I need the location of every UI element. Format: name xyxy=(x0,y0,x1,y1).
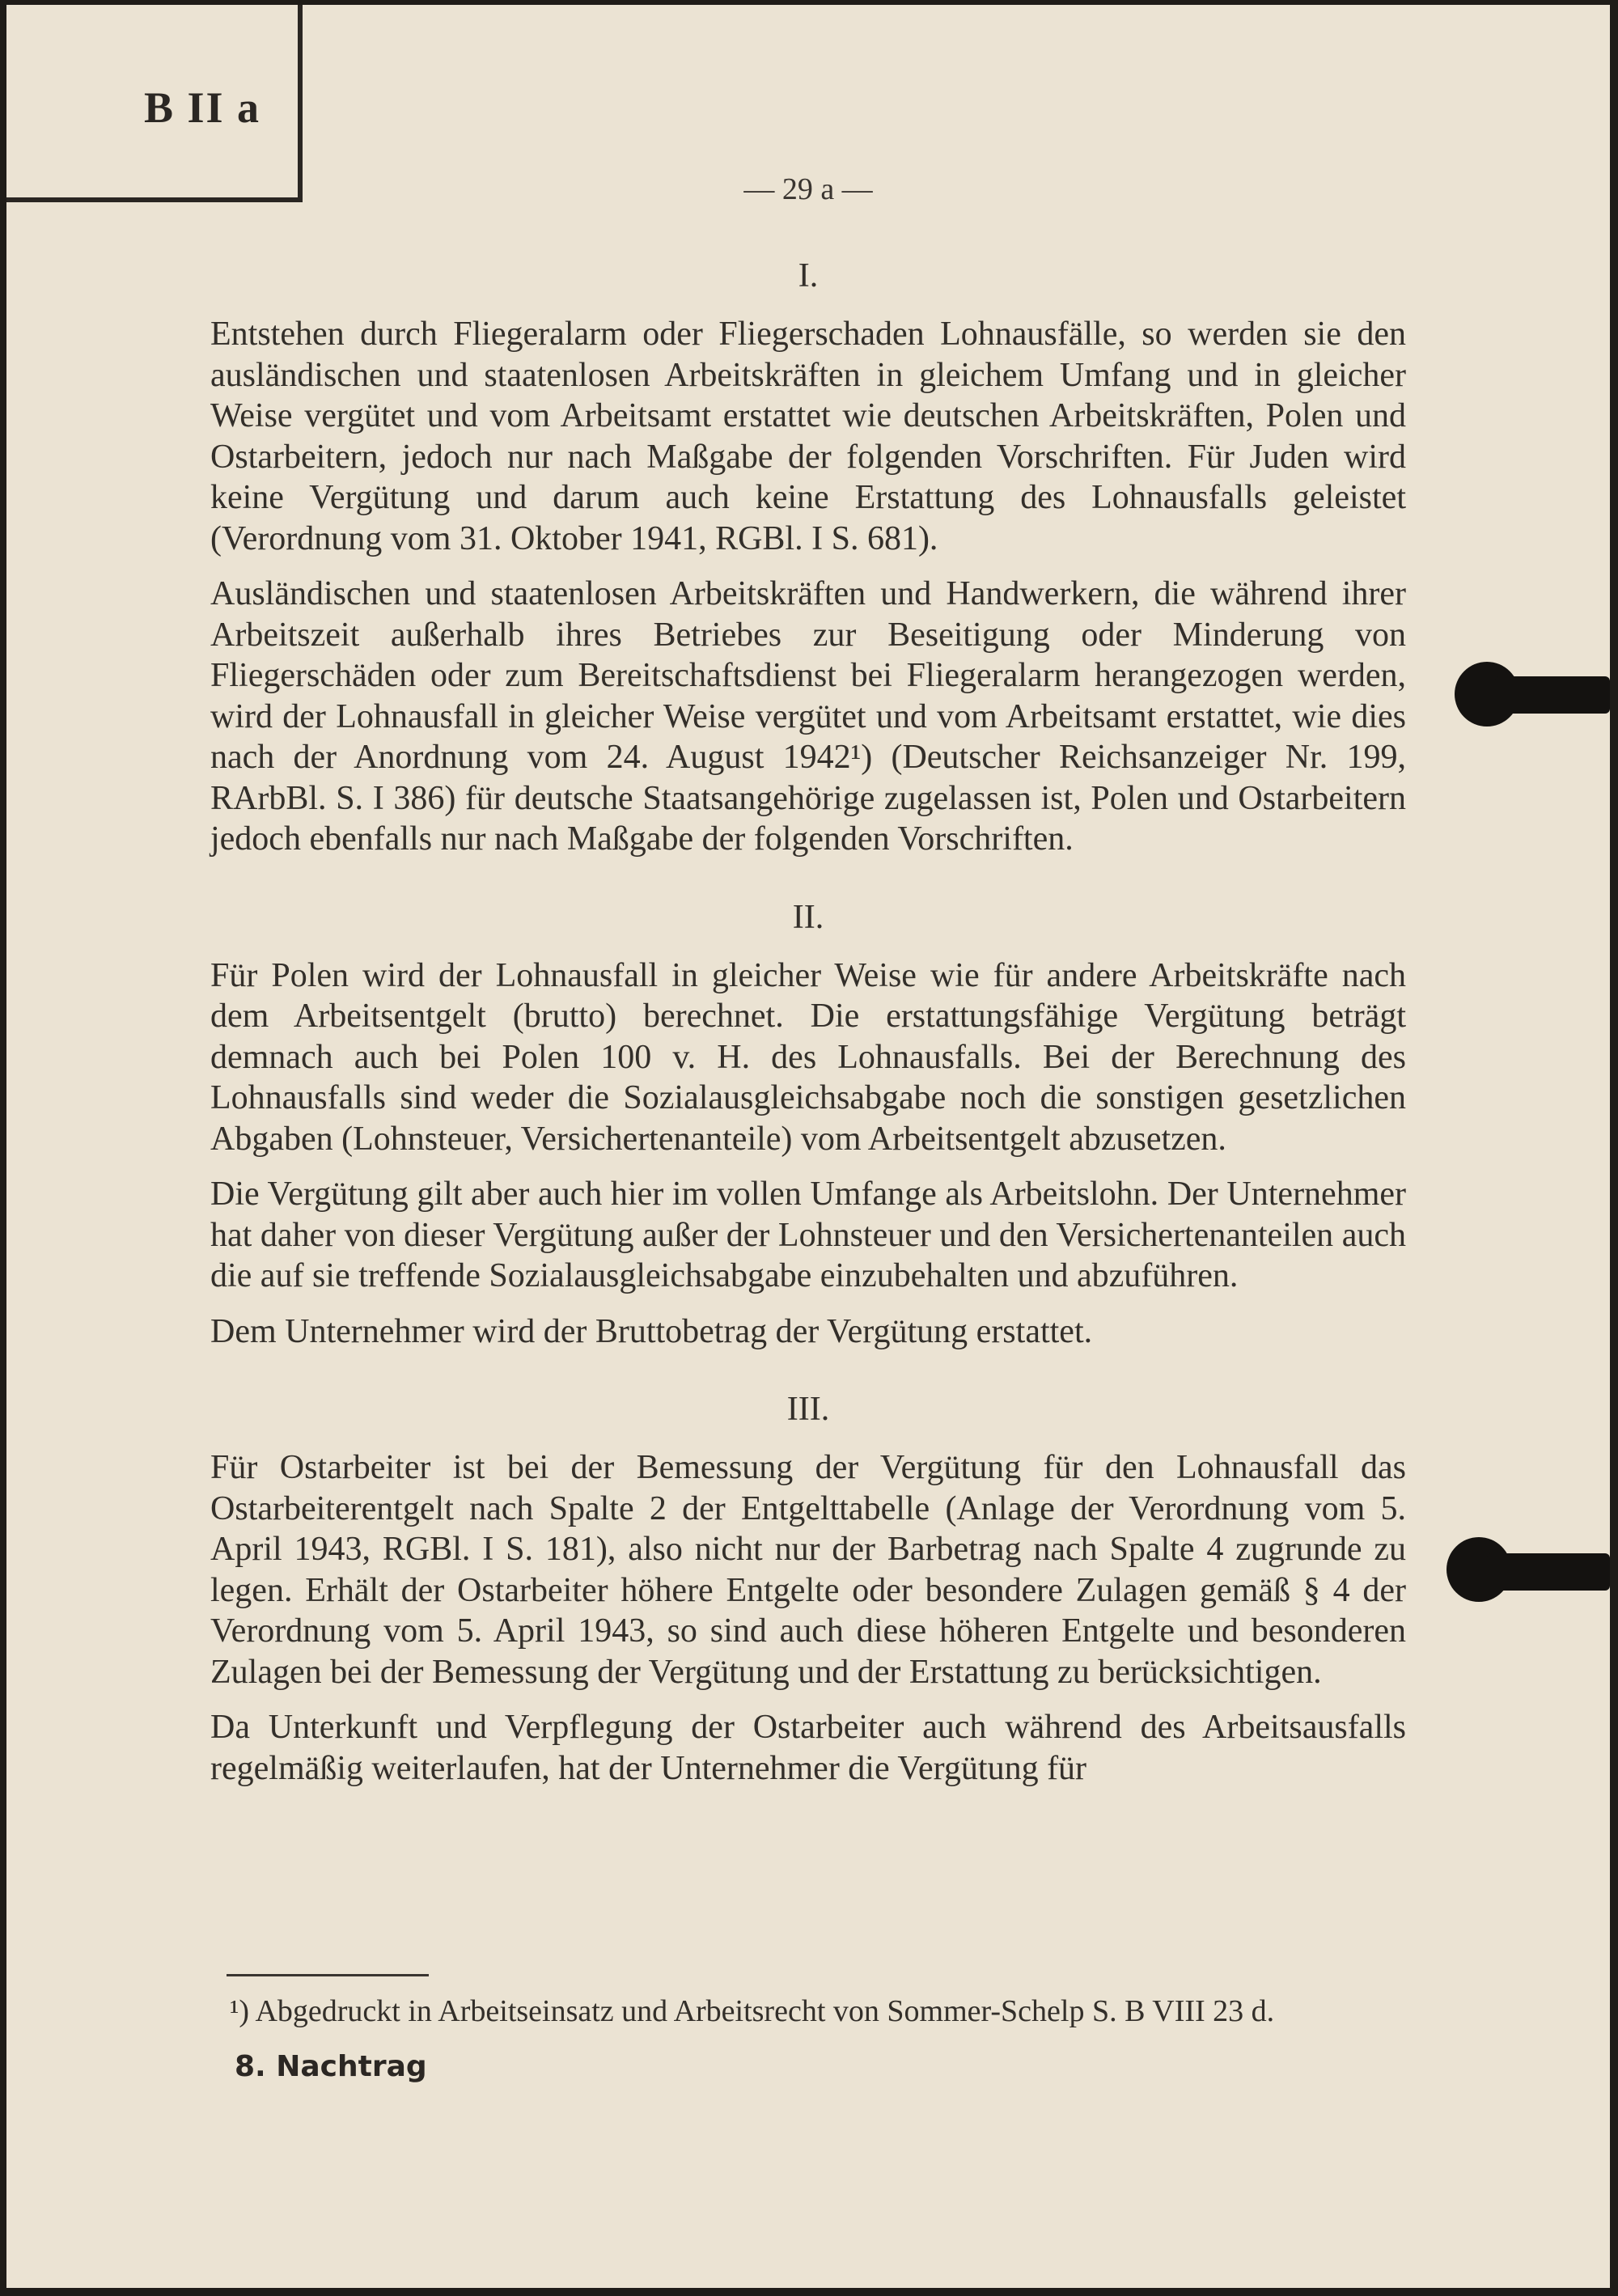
punch-hole-bottom-tear xyxy=(1487,1553,1610,1591)
document-body xyxy=(210,248,1406,1803)
paragraph: Dem Unternehmer wird der Bruttobetrag der Vergütung erstattet. xyxy=(210,1312,1093,1350)
paragraph: Ausländischen und staatenlosen Arbeitskräften und Handwerkern, die während ihrer Arbeitszeit außerhalb ihres Betriebes zur Beseitigung oder Minderung von Fliegerschäden oder zum Bereitschaftsdienst bei Fliegeralarm herangezogen werden, wird der Lohnausfall in gleicher Weise vergütet und vom Arbeitsamt erstattet, wie dies nach der Anordnung vom 24. August 1942¹) (Deutscher Reichsanzeiger Nr. 199, RArbBl. S. I 386) für deutsche Staatsangehörige zugelassen ist, Polen und Ostarbeitern jedoch ebenfalls nur nach Maßgabe der folgenden Vorschriften. xyxy=(210,575,1406,858)
punch-hole-top-tear xyxy=(1495,676,1610,714)
page-number: — 29 a — xyxy=(743,172,873,206)
section-heading-2: II. xyxy=(792,898,824,936)
paragraph: Die Vergütung gilt aber auch hier im vollen Umfange als Arbeitslohn. Der Unternehmer hat daher von dieser Vergütung außer der Lohnsteuer und den Versichertenanteilen auch die auf sie treffende Sozialausgleichsabgabe einzubehalten und abzuführen. xyxy=(210,1176,1406,1294)
footnote: ¹) Abgedruckt in Arbeitseinsatz und Arbeitsrecht von Sommer-Schelp S. B VIII 23 d. xyxy=(230,1994,1275,2028)
paragraph: Entstehen durch Fliegeralarm oder Fliegerschaden Lohnausfälle, so werden sie den ausländischen und staatenlosen Arbeitskräften in gleichem Umfang und in gleicher Weise vergütet und vom Arbeitsamt erstattet wie deutschen Arbeitskräften, Polen und Ostarbeitern, jedoch nur nach Maßgabe der folgenden Vorschriften. Für Juden wird keine Vergütung und darum auch keine Erstattung des Lohnausfalls geleistet (Verordnung vom 31. Oktober 1941, RGBl. I S. 681). xyxy=(210,316,1406,557)
document-page xyxy=(6,5,1610,2288)
section-heading-3: III. xyxy=(786,1391,830,1428)
paragraph: Für Polen wird der Lohnausfall in gleicher Weise wie für andere Arbeitskräfte nach dem Arbeitsentgelt (brutto) berechnet. Die erstattungsfähige Vergütung beträgt demnach auch bei Polen 100 v. H. des Lohnausfalls. Bei der Berechnung des Lohnausfalls sind weder die Sozialausgleichsabgabe noch die sonstigen gesetzlichen Abgaben (Lohnsteuer, Versichertenanteile) vom Arbeitsentgelt abzusetzen. xyxy=(210,956,1406,1158)
supplement-note: 8. Nachtrag xyxy=(235,2050,427,2083)
section-label: B II a xyxy=(144,83,261,132)
footnote-divider xyxy=(227,1974,429,1976)
paragraph: Für Ostarbeiter ist bei der Bemessung der Vergütung für den Lohnausfall das Ostarbeiterentgelt nach Spalte 2 der Entgelttabelle (Anlage der Verordnung vom 5. April 1943, RGBl. I S. 181), also nicht nur der Barbetrag nach Spalte 4 zugrunde zu legen. Erhält der Ostarbeiter höhere Entgelte oder besondere Zulagen gemäß § 4 der Verordnung vom 5. April 1943, so sind auch diese höheren Entgelte und besonderen Zulagen bei der Bemessung der Vergütung und der Erstattung zu berücksichtigen. xyxy=(210,1449,1406,1691)
paragraph: Da Unterkunft und Verpflegung der Ostarbeiter auch während des Arbeitsausfalls regelmäßig weiterlaufen, hat der Unternehmer die Vergütung für xyxy=(210,1709,1406,1787)
section-heading-1: I. xyxy=(798,257,819,294)
